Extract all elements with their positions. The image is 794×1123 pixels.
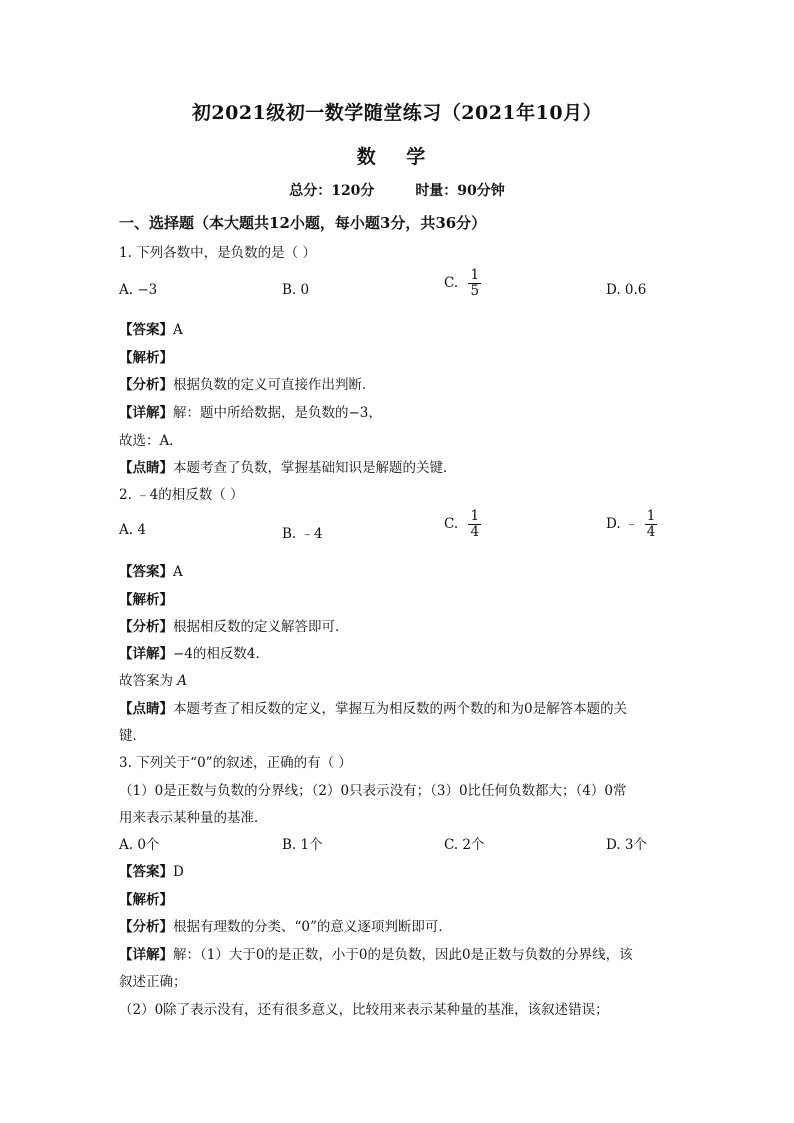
q3-detail	[119, 943, 633, 963]
q1-answer	[119, 318, 183, 338]
subject-heading: 数 学	[356, 146, 438, 168]
q3-option-b: B. 1个	[282, 837, 323, 853]
fraction	[468, 268, 481, 299]
answer-tag: 【答案】	[119, 864, 173, 880]
fraction-denominator: 4	[646, 523, 656, 540]
comment-tag: 【点睛】	[119, 701, 173, 717]
q1-detail	[119, 401, 382, 421]
q2-comment-cont: 键．	[119, 728, 146, 744]
detail-tag: 【详解】	[119, 405, 173, 421]
comment-tag: 【点睛】	[119, 460, 173, 476]
analysis-tag: 【分析】	[119, 919, 173, 935]
q1-option-c	[444, 268, 481, 299]
q3-answer	[119, 860, 184, 880]
analysis-text: 根据相反数的定义解答即可．	[173, 619, 349, 635]
answer-value: A	[173, 564, 183, 580]
fraction	[645, 509, 658, 540]
time-limit: 时量：90分钟	[415, 183, 505, 199]
analysis-text: 根据负数的定义可直接作出判断．	[173, 377, 376, 393]
choose-prefix: 故答案为	[119, 673, 178, 689]
q1-option-c-label: C.	[444, 274, 459, 291]
analysis-tag: 【分析】	[119, 377, 173, 393]
q3-detail-2: （2）0除了表示没有，还有很多意义，比较用来表示某种量的基准，该叙述错误；	[119, 1002, 609, 1018]
detail-text: −4的相反数4．	[173, 646, 269, 662]
q2-choose	[119, 669, 187, 689]
q1-jiexi: 【解析】	[119, 350, 173, 366]
q2-jiexi: 【解析】	[119, 592, 173, 608]
comment-text: 本题考查了负数，掌握基础知识是解题的关键．	[173, 460, 457, 476]
q3-statements-line2: 用来表示某种量的基准．	[119, 810, 268, 826]
fraction-denominator: 5	[470, 282, 480, 299]
q1-choose: 故选：A．	[119, 433, 183, 449]
q1-option-a: A. −3	[119, 282, 158, 298]
q3-option-d: D. 3个	[606, 837, 648, 853]
fraction-numerator: 1	[646, 508, 656, 524]
q2-option-c-label: C.	[444, 515, 459, 532]
q2-option-d	[606, 509, 657, 540]
q3-statements-line1: （1）0是正数与负数的分界线；（2）0只表示没有；（3）0比任何负数都大；（4）0常	[119, 783, 627, 799]
q2-option-d-label: D. ﹣	[606, 515, 639, 532]
q2-option-b: B. ﹣4	[282, 526, 323, 542]
section-heading: 一、选择题（本大题共12小题，每小题3分，共36分）	[119, 214, 487, 232]
q2-analysis	[119, 615, 349, 635]
fraction	[468, 509, 481, 540]
question-3-stem: 3. 下列关于“0”的叙述，正确的有（ ）	[119, 755, 352, 771]
q3-analysis	[119, 915, 452, 935]
page-title: 初2021级初一数学随堂练习（2021年10月）	[191, 102, 603, 124]
detail-text: 解：题中所给数据，是负数的−3，	[173, 405, 382, 421]
answer-tag: 【答案】	[119, 564, 173, 580]
detail-tag: 【详解】	[119, 646, 173, 662]
analysis-tag: 【分析】	[119, 619, 173, 635]
fraction-numerator: 1	[470, 267, 480, 283]
q3-jiexi: 【解析】	[119, 892, 173, 908]
q2-option-a: A. 4	[119, 522, 146, 538]
answer-tag: 【答案】	[119, 322, 173, 338]
q2-comment	[119, 697, 627, 717]
q2-detail	[119, 642, 269, 662]
q3-detail-cont: 叙述正确；	[119, 974, 187, 990]
answer-value: A	[173, 322, 183, 338]
q3-option-c: C. 2个	[444, 837, 485, 853]
q1-option-d: D. 0.6	[606, 282, 647, 298]
answer-value: D	[173, 864, 184, 880]
question-2-stem: 2. ﹣4的相反数（ ）	[119, 487, 244, 503]
total-score: 总分：120分	[289, 183, 375, 199]
exam-meta	[0, 180, 794, 200]
detail-text: 解：（1）大于0的是正数，小于0的是负数，因此0是正数与负数的分界线，该	[173, 947, 633, 963]
detail-tag: 【详解】	[119, 947, 173, 963]
q1-analysis	[119, 373, 376, 393]
q1-option-b: B. 0	[282, 282, 310, 298]
question-1-stem: 1. 下列各数中，是负数的是（ ）	[119, 245, 316, 261]
comment-text: 本题考查了相反数的定义，掌握互为相反数的两个数的和为0是解答本题的关	[173, 701, 628, 717]
q3-option-a: A. 0个	[119, 837, 160, 853]
fraction-numerator: 1	[470, 508, 480, 524]
choose-letter: A	[177, 673, 188, 689]
q2-answer	[119, 560, 183, 580]
analysis-text: 根据有理数的分类、“0”的意义逐项判断即可．	[173, 919, 452, 935]
q2-option-c	[444, 509, 481, 540]
q1-comment	[119, 456, 457, 476]
fraction-denominator: 4	[470, 523, 480, 540]
